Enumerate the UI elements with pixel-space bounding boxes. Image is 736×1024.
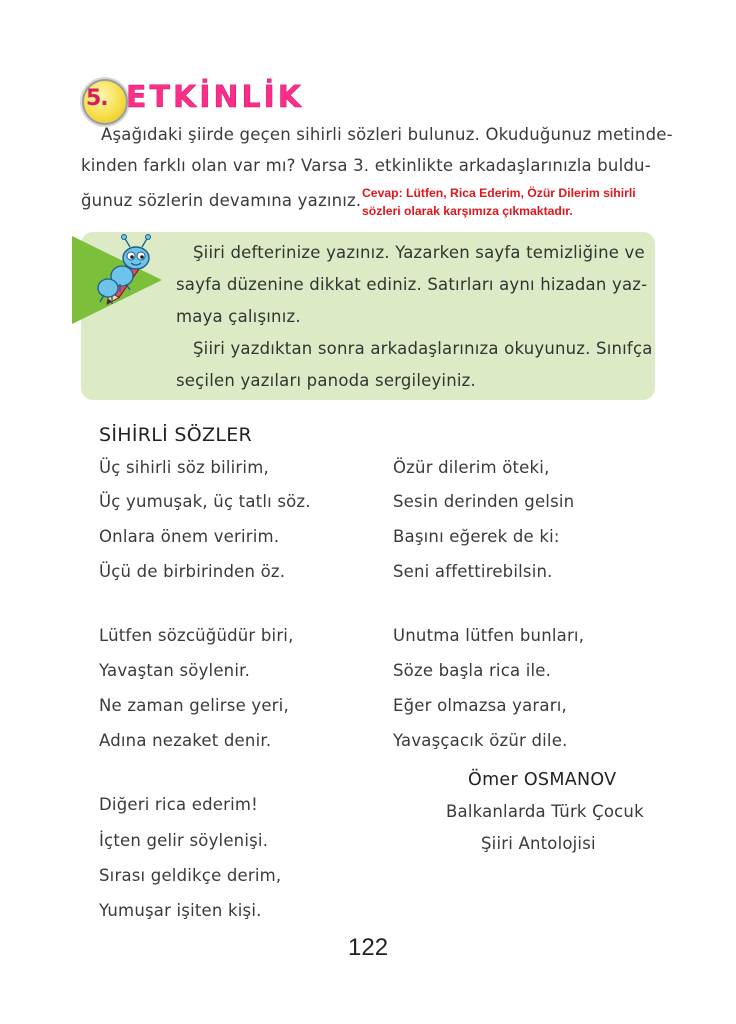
poem-line: Adına nezaket denir. — [99, 731, 272, 750]
instruction-line-2: kinden farklı olan var mı? Varsa 3. etkinlikte arkadaşlarınızla buldu- — [81, 156, 651, 175]
poem-line: İçten gelir söylenişi. — [99, 831, 269, 850]
poem-line: Unutma lütfen bunları, — [393, 626, 585, 645]
instruction-line-1: Aşağıdaki şiirde geçen sihirli sözleri bulunuz. Okuduğunuz metinde- — [101, 125, 673, 144]
poem-line: Ne zaman gelirse yeri, — [99, 696, 289, 715]
poem-line: Seni affettirebilsin. — [393, 562, 553, 581]
poem-line: Eğer olmazsa yararı, — [393, 696, 567, 715]
poem-line: Onlara önem veririm. — [99, 527, 280, 546]
poem-author: Ömer OSMANOV — [468, 770, 617, 790]
poem-line: Yumuşar işiten kişi. — [99, 901, 262, 920]
pencil-bug-mascot-icon — [86, 232, 166, 310]
task-line-5: seçilen yazıları panoda sergileyiniz. — [176, 371, 476, 390]
page-number: 122 — [348, 934, 389, 961]
poem-line: Sırası geldikçe derim, — [99, 866, 282, 885]
poem-line: Üçü de birbirinden öz. — [99, 562, 286, 581]
poem-line: Üç yumuşak, üç tatlı söz. — [99, 492, 311, 511]
answer-line-2: sözleri olarak karşımıza çıkmaktadır. — [362, 204, 573, 218]
instruction-line-3: ğunuz sözlerin devamına yazınız. — [81, 191, 362, 210]
poem-line: Sesin derinden gelsin — [393, 492, 575, 511]
answer-note — [362, 184, 636, 220]
poem-source-line-2: Şiiri Antolojisi — [481, 834, 596, 853]
poem-line: Başını eğerek de ki: — [393, 527, 560, 546]
task-line-1: Şiiri defterinize yazınız. Yazarken sayfa temizliğine ve — [193, 243, 645, 262]
poem-source-line-1: Balkanlarda Türk Çocuk — [446, 802, 644, 821]
poem-line: Lütfen sözcüğüdür biri, — [99, 626, 294, 645]
poem-line: Üç sihirli söz bilirim, — [99, 458, 269, 477]
poem-line: Söze başla rica ile. — [393, 661, 552, 680]
poem-line: Yavaştan söylenir. — [99, 661, 251, 680]
poem-title: SİHİRLİ SÖZLER — [99, 424, 253, 446]
task-line-4: Şiiri yazdıktan sonra arkadaşlarınıza okuyunuz. Sınıfça — [193, 339, 653, 358]
activity-number: 5. — [86, 86, 108, 111]
activity-title: ETKİNLİK — [126, 80, 304, 115]
poem-line: Özür dilerim öteki, — [393, 458, 550, 477]
task-line-2: sayfa düzenine dikkat ediniz. Satırları aynı hizadan yaz- — [176, 275, 648, 294]
answer-line-1: Cevap: Lütfen, Rica Ederim, Özür Dilerim sihirli — [362, 186, 636, 200]
poem-line: Diğeri rica ederim! — [99, 795, 258, 814]
task-line-3: maya çalışınız. — [176, 307, 301, 326]
poem-line: Yavaşçacık özür dile. — [393, 731, 568, 750]
